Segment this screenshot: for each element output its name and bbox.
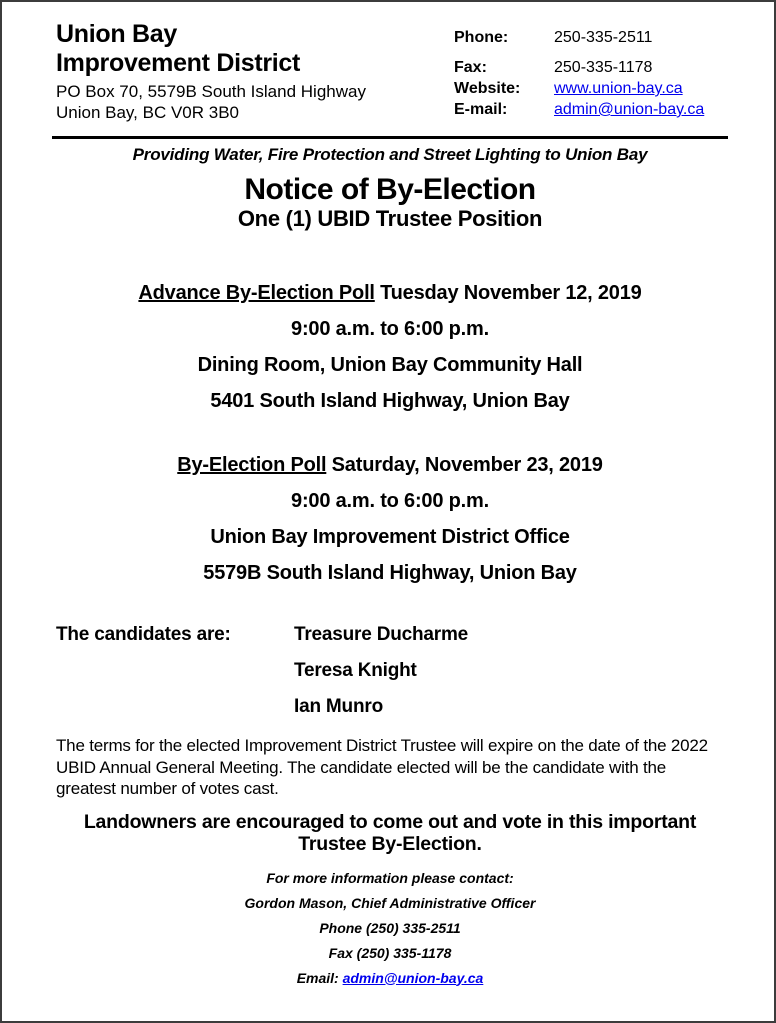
by-election-poll-heading-date: Saturday, November 23, 2019 — [326, 454, 603, 476]
advance-poll-section — [56, 275, 724, 419]
tagline: Providing Water, Fire Protection and Street Lighting to Union Bay — [132, 145, 648, 164]
by-election-poll-address: 5579B South Island Highway, Union Bay — [203, 562, 577, 584]
advance-poll-heading-underlined: Advance By-Election Poll — [138, 282, 375, 304]
email-link[interactable]: admin@union-bay.ca — [554, 101, 705, 118]
advance-poll-time: 9:00 a.m. to 6:00 p.m. — [291, 318, 489, 340]
org-address — [56, 81, 454, 123]
footer-contact-intro: For more information please contact: — [266, 869, 514, 886]
org-name — [56, 20, 454, 78]
call-to-action: Landowners are encouraged to come out and vote in this important Trustee By-Election. — [83, 810, 697, 855]
contact-row-email — [454, 99, 724, 120]
fax-label: Fax: — [454, 59, 487, 76]
footer-email-label: Email: — [296, 969, 339, 986]
footer-email-link[interactable]: admin@union-bay.ca — [342, 969, 484, 986]
email-label: E-mail: — [454, 101, 508, 118]
contact-row-website — [454, 78, 724, 99]
website-label: Website: — [454, 80, 521, 97]
phone-label: Phone: — [454, 29, 509, 46]
footer-contact-phone: Phone (250) 335-2511 — [319, 919, 461, 936]
website-link[interactable]: www.union-bay.ca — [554, 80, 683, 97]
advance-poll-location: Dining Room, Union Bay Community Hall — [197, 354, 583, 376]
org-address-line2: Union Bay, BC V0R 3B0 — [56, 103, 239, 122]
footer-contact-person: Gordon Mason, Chief Administrative Officer — [244, 894, 536, 911]
fax-value: 250-335-1178 — [554, 59, 653, 76]
org-name-line1: Union Bay — [56, 20, 177, 48]
contact-row-fax — [454, 57, 724, 78]
candidates-section — [56, 617, 724, 725]
advance-poll-address: 5401 South Island Highway, Union Bay — [210, 390, 570, 412]
footer-contact-fax: Fax (250) 335-1178 — [328, 944, 452, 961]
candidates-list — [294, 617, 468, 725]
org-address-line1: PO Box 70, 5579B South Island Highway — [56, 82, 366, 101]
by-election-poll-location: Union Bay Improvement District Office — [210, 526, 570, 548]
by-election-poll-heading-underlined: By-Election Poll — [177, 454, 327, 476]
candidate-name: Ian Munro — [294, 696, 383, 717]
org-name-line2: Improvement District — [56, 49, 301, 77]
header-divider — [52, 136, 728, 139]
candidate-name: Treasure Ducharme — [294, 624, 469, 645]
candidates-label: The candidates are: — [56, 624, 231, 645]
letterhead-org-block — [56, 20, 454, 123]
candidate-name: Teresa Knight — [294, 660, 417, 681]
terms-paragraph: The terms for the elected Improvement District Trustee will expire on the date of the 2022 UBID Annual General Meeting. The candidate elected will be the candidate with the greatest number of votes cast. — [56, 736, 708, 798]
footer-contact — [56, 870, 724, 986]
footer-contact-email-line — [56, 970, 724, 986]
by-election-poll-heading — [56, 447, 724, 483]
letterhead — [56, 20, 724, 123]
page-title: Notice of By-Election — [244, 173, 536, 206]
page-subtitle: One (1) UBID Trustee Position — [237, 206, 543, 231]
by-election-poll-section — [56, 447, 724, 591]
contact-row-phone — [454, 27, 724, 48]
advance-poll-heading-date: Tuesday November 12, 2019 — [374, 282, 642, 304]
letterhead-contact-block — [454, 27, 724, 123]
advance-poll-heading — [56, 275, 724, 311]
by-election-poll-time: 9:00 a.m. to 6:00 p.m. — [291, 490, 489, 512]
phone-value: 250-335-2511 — [554, 29, 653, 46]
